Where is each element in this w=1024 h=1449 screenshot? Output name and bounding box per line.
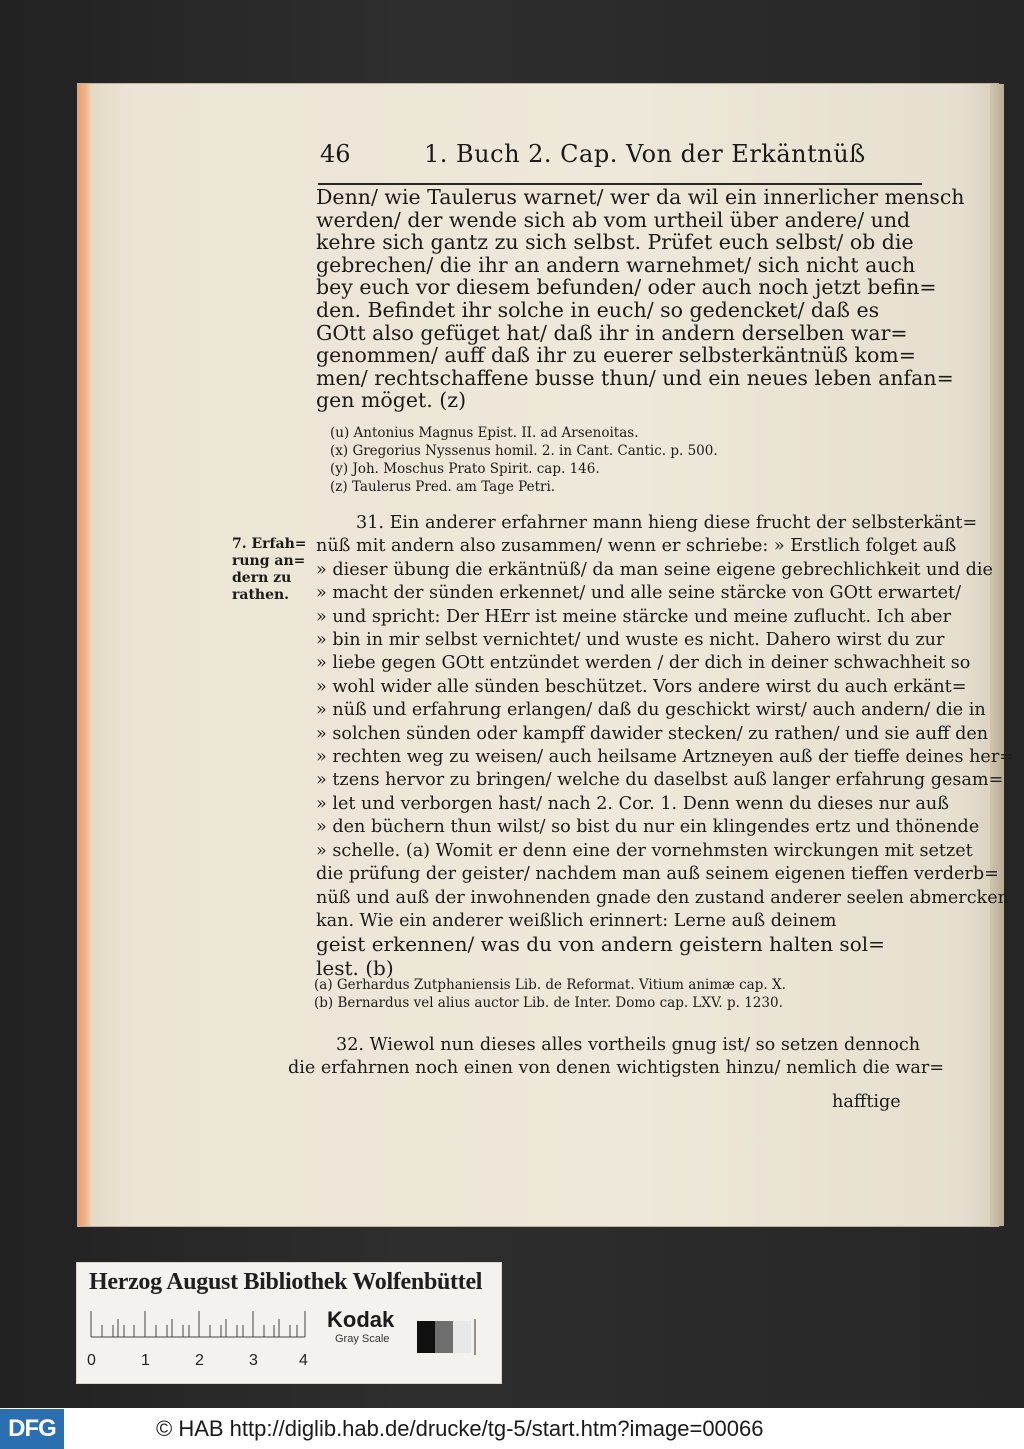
text-line: » den büchern thun wilst/ so bist du nur ein klingendes ertz und thönende xyxy=(316,817,980,838)
text-line: » bin in mir selbst vernichtet/ und wuste es nicht. Dahero wirst du zur xyxy=(316,630,945,651)
dfg-logo[interactable]: DFG xyxy=(0,1409,64,1449)
text-line: lest. (b) xyxy=(316,955,394,980)
footnote: (b) Bernardus vel alius auctor Lib. de Inter. Domo cap. LXV. p. 1230. xyxy=(314,995,783,1011)
text-line: werden/ der wende sich ab vom urtheil über andere/ und xyxy=(316,207,911,232)
page-edge-stain xyxy=(78,84,92,1226)
text-line: » und spricht: Der HErr ist meine stärcke und meine zuflucht. Ich aber xyxy=(316,606,951,627)
footnotes-first xyxy=(330,424,718,496)
running-header xyxy=(320,140,920,180)
footnote: (u) Antonius Magnus Epist. II. ad Arsenoitas. xyxy=(330,425,639,441)
paragraph-31 xyxy=(316,512,1014,980)
text-line: Denn/ wie Taulerus warnet/ wer da wil ein innerlicher mensch xyxy=(316,185,965,209)
copyright-link[interactable]: © HAB http://diglib.hab.de/drucke/tg-5/start.htm?image=00066 xyxy=(156,1416,764,1441)
text-line: gebrechen/ die ihr an andern warnehmet/ sich nicht auch xyxy=(316,252,916,277)
footnotes-second xyxy=(314,976,786,1012)
text-line: men/ rechtschaffene busse thun/ und ein neues leben anfan= xyxy=(316,365,954,390)
text-line: kehre sich gantz zu sich selbst. Prüfet euch selbst/ ob die xyxy=(316,230,914,255)
ruler-tick-label: 2 xyxy=(195,1352,204,1369)
footnote: (x) Gregorius Nyssenus homil. 2. in Cant. Cantic. p. 500. xyxy=(330,443,718,459)
text-line: die prüfung der geister/ nachdem man auß seinem eigenen tieffen verderb= xyxy=(316,864,999,885)
text-line: » dieser übung die erkäntnüß/ da man seine eigene gebrechlichkeit und die xyxy=(316,559,993,580)
text-line: » solchen sünden oder kampff dawider stecken/ zu rathen/ und sie auff den xyxy=(316,723,989,744)
text-line: bey euch vor diesem befunden/ oder auch noch jetzt befin= xyxy=(316,275,937,300)
ruler-tick-label: 1 xyxy=(141,1352,150,1369)
text-line: 31. Ein anderer erfahrner mann hieng diese frucht der selbsterkänt= xyxy=(356,513,978,533)
text-line: den. Befindet ihr solche in euch/ so gedencket/ daß es xyxy=(316,297,880,322)
margin-line: dern zu xyxy=(232,570,292,586)
text-line: » macht der sünden erkennet/ und alle seine stärcke von GOtt erwartet/ xyxy=(316,583,962,604)
text-line: genommen/ auff daß ihr zu euerer selbsterkäntnüß kom= xyxy=(316,343,916,368)
library-color-card xyxy=(76,1262,502,1384)
kodak-brand: Kodak xyxy=(327,1307,395,1332)
margin-line: 7. Erfah= xyxy=(232,536,307,552)
text-line: kan. Wie ein anderer weißlich erinnert: Lerne auß deinem xyxy=(316,910,837,931)
main-paragraph xyxy=(316,186,965,412)
text-line: nüß und auß der inwohnenden gnade den zustand anderer seelen abmercken xyxy=(316,887,1009,908)
text-line: » let und verborgen hast/ nach 2. Cor. 1. Denn wenn du dieses nur auß xyxy=(316,793,949,814)
margin-line: rathen. xyxy=(232,587,290,603)
running-title: 1. Buch 2. Cap. Von der Erkäntnüß xyxy=(424,140,866,168)
footnote: (z) Taulerus Pred. am Tage Petri. xyxy=(330,479,556,495)
text-line: » rechten weg zu weisen/ auch heilsame Artzneyen auß der tieffe deines her= xyxy=(316,747,1014,768)
gray-scale-label: Gray Scale xyxy=(335,1333,390,1345)
text-line: GOtt also gefüget hat/ daß ihr in andern derselben war= xyxy=(316,320,908,345)
margin-note xyxy=(232,536,307,604)
footnote: (y) Joh. Moschus Prato Spirit. cap. 146. xyxy=(330,461,600,477)
text-line: » liebe gegen GOtt entzündet werden / der dich in deiner schwachheit so xyxy=(316,653,971,674)
text-line: geist erkennen/ was du von andern geistern halten sol= xyxy=(316,932,885,957)
catchword: hafftige xyxy=(832,1092,901,1112)
text-line: » schelle. (a) Womit er denn eine der vornehmsten wirckungen mit setzet xyxy=(316,840,973,861)
gray-scale-chips xyxy=(417,1319,477,1355)
text-line: » nüß und erfahrung erlangen/ daß du geschickt wirst/ auch andern/ die in xyxy=(316,700,986,721)
margin-line: rung an= xyxy=(232,553,306,569)
ruler-tick-label: 0 xyxy=(87,1352,96,1369)
ruler-tick-label: 3 xyxy=(249,1352,258,1369)
text-line: nüß mit andern also zusammen/ wenn er schriebe: » Erstlich folget auß xyxy=(316,536,957,557)
text-line: » tzens hervor zu bringen/ welche du daselbst auß langer erfahrung gesam= xyxy=(316,770,1004,791)
text-line: die erfahrnen noch einen von denen wichtigsten hinzu/ nemlich die war= xyxy=(288,1058,945,1079)
library-name: Herzog August Bibliothek Wolfenbüttel xyxy=(89,1269,483,1295)
paragraph-32 xyxy=(288,1034,944,1081)
text-line: 32. Wiewol nun dieses alles vortheils gnug ist/ so setzen dennoch xyxy=(336,1035,921,1055)
text-line: » wohl wider alle sünden beschützet. Vors andere wirst du auch erkänt= xyxy=(316,676,967,697)
ruler-scale xyxy=(87,1307,309,1377)
footnote: (a) Gerhardus Zutphaniensis Lib. de Reformat. Vitium animæ cap. X. xyxy=(314,977,786,993)
text-line: gen möget. (z) xyxy=(316,388,467,413)
page-number: 46 xyxy=(320,140,351,168)
ruler-tick-label: 4 xyxy=(299,1352,308,1369)
